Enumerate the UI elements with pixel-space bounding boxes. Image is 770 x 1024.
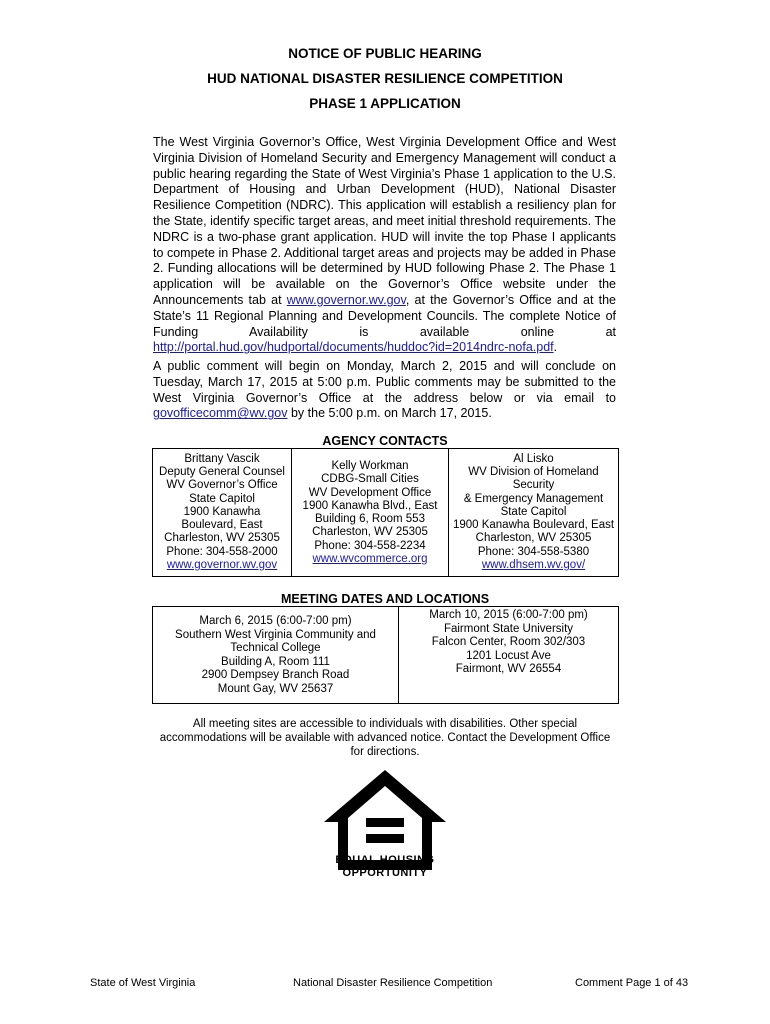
accessibility-note: All meeting sites are accessible to individuals with disabilities. Other special accommodations will be available with advanced notice. Contact the Development Office for directions.	[159, 718, 611, 758]
footer-center: National Disaster Resilience Competition	[293, 977, 493, 989]
footer-left: State of West Virginia	[90, 977, 196, 989]
meeting-fairmont: March 10, 2015 (6:00-7:00 pm) Fairmont State University Falcon Center, Room 302/303 1201 Locust Ave Fairmont, WV 26554	[399, 607, 619, 704]
meeting-dates-heading: MEETING DATES AND LOCATIONS	[280, 592, 490, 606]
contact-governor-link[interactable]: www.governor.wv.gov	[166, 559, 278, 572]
phase-title: PHASE 1 APPLICATION	[309, 96, 461, 111]
intro-paragraph: The West Virginia Governor’s Office, West Virginia Development Office and West Virginia Division of Homeland Security and Emergency Management will conduct a public hearing regarding the State of West Virginia’s Phase 1 application to the U.S. Department of Housing and Urban Development (HUD), National Disaster Resilience Competition (NDRC). This application will establish a resiliency plan for the State, identify specific target areas, and meet initial threshold requirements. The NDRC is a two-phase grant application. HUD will invite the top Phase I applicants to compete in Phase 2. Additional target areas and projects may be added in Phase 2. Funding allocations will be determined by HUD following Phase 2. The Phase 1 application will be available on the Governor’s Office website under the Announcements tab at www.governor.wv.gov, at the Governor’s Office and at the State’s 11 Regional Planning and Development Councils. The complete Notice of Funding Availability is available online at http://portal.hud.gov/hudportal/documents/huddoc?id=2014ndrc-nofa.pdf.	[153, 135, 616, 355]
contact-development-office: Kelly Workman CDBG-Small Cities WV Development Office 1900 Kanawha Blvd., East Building 6, Room 553 Charleston, WV 25305 Phone: 304-558-2234 www.wvcommerce.org	[292, 449, 449, 577]
email-link[interactable]: govofficecomm@wv.gov	[153, 406, 288, 421]
logo-text-line2: OPPORTUNITY	[342, 867, 428, 879]
nofa-link[interactable]: http://portal.hud.gov/hudportal/documents/huddoc?id=2014ndrc-nofa.pdf	[153, 340, 554, 355]
contact-governor-office: Brittany Vascik Deputy General Counsel WV Governor’s Office State Capitol 1900 Kanawha Boulevard, East Charleston, WV 25305 Phone: 304-558-2000 www.governor.wv.gov	[153, 449, 292, 577]
meeting-locations-table	[152, 606, 619, 704]
agency-contacts-table	[152, 448, 619, 577]
footer-page-number: Comment Page 1 of 43	[575, 977, 689, 989]
contact-homeland-security: Al Lisko WV Division of Homeland Security & Emergency Management State Capitol 1900 Kanawha Boulevard, East Charleston, WV 25305 Phone: 304-558-5380 www.dhsem.wv.gov/	[449, 449, 619, 577]
meeting-mount-gay: March 6, 2015 (6:00-7:00 pm) Southern West Virginia Community and Technical College Building A, Room 111 2900 Dempsey Branch Road Mount Gay, WV 25637	[153, 607, 399, 704]
competition-title: HUD NATIONAL DISASTER RESILIENCE COMPETITION	[207, 71, 563, 86]
contact-development-link[interactable]: www.wvcommerce.org	[312, 553, 428, 566]
contact-homeland-link[interactable]: www.dhsem.wv.gov/	[481, 559, 586, 572]
agency-contacts-heading: AGENCY CONTACTS	[322, 434, 448, 448]
logo-text-line1: EQUAL HOUSING	[335, 854, 435, 866]
governor-website-link[interactable]: www.governor.wv.gov	[286, 292, 406, 307]
comment-paragraph: A public comment will begin on Monday, March 2, 2015 and will conclude on Tuesday, March 17, 2015 at 5:00 p.m. Public comments may be submitted to the West Virginia Governor’s Office at the address below or via email to govofficecomm@wv.gov by the 5:00 p.m. on March 17, 2015.	[153, 359, 616, 421]
equal-housing-logo	[320, 766, 450, 886]
notice-title: NOTICE OF PUBLIC HEARING	[288, 46, 482, 61]
